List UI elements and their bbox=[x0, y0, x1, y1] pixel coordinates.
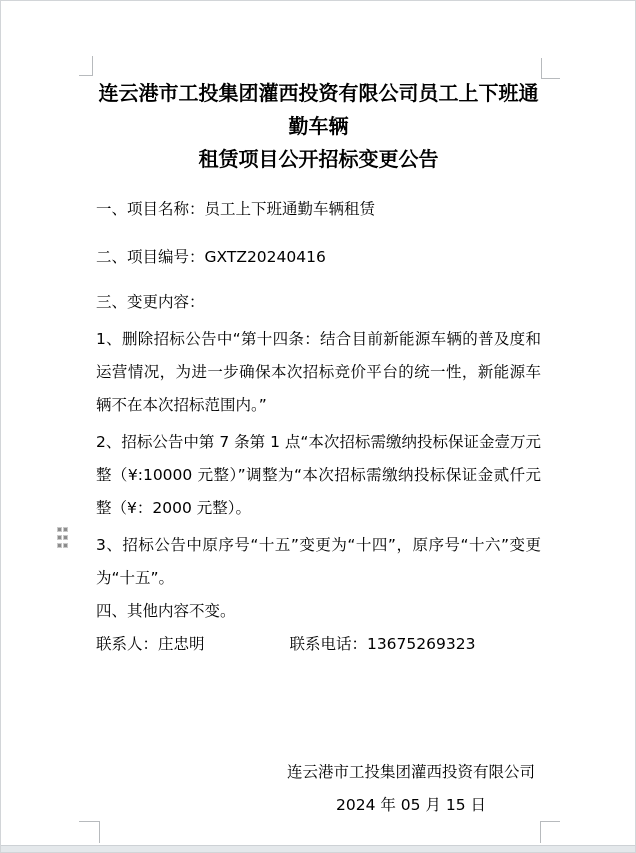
contact-line bbox=[96, 628, 541, 661]
other-content-line: 四、其他内容不变。 bbox=[96, 602, 236, 620]
drag-handle-dots-icon[interactable] bbox=[58, 528, 67, 547]
change-content-heading: 三、变更内容： bbox=[96, 293, 205, 311]
contact-phone: 联系电话：13675269323 bbox=[289, 635, 476, 653]
change-item-3: 3、招标公告中原序号“十五”变更为“十四”，原序号“十六”变更为“十五”。 bbox=[96, 536, 541, 587]
document-title-line-2: 租赁项目公开招标变更公告 bbox=[198, 147, 439, 171]
crop-mark-top-right-icon bbox=[541, 58, 560, 79]
window-bottom-edge bbox=[1, 845, 635, 852]
signature-date: 2024 年 05 月 15 日 bbox=[335, 796, 487, 814]
document-title-line-1: 连云港市工投集团灌西投资有限公司员工上下班通勤车辆 bbox=[98, 81, 539, 138]
crop-mark-top-left-icon bbox=[79, 56, 93, 76]
document-title bbox=[96, 77, 541, 176]
project-name-line: 一、项目名称：员工上下班通勤车辆租赁 bbox=[96, 200, 376, 218]
crop-mark-bottom-right-icon bbox=[540, 821, 560, 843]
contact-person: 联系人：庄忠明 bbox=[96, 635, 205, 653]
document-content bbox=[96, 77, 541, 822]
signature-block bbox=[281, 756, 541, 822]
project-number-line: 二、项目编号：GXTZ20240416 bbox=[96, 248, 326, 266]
change-item-2: 2、招标公告中第 7 条第 1 点“本次招标需缴纳投标保证金壹万元整（¥:10000 元整）”调整为“本次招标需缴纳投标保证金贰仟元整（¥：2000 元整）。 bbox=[96, 433, 541, 517]
signature-company: 连云港市工投集团灌西投资有限公司 bbox=[286, 763, 535, 781]
crop-mark-bottom-left-icon bbox=[79, 821, 100, 843]
change-item-1: 1、删除招标公告中“第十四条：结合目前新能源车辆的普及度和运营情况，为进一步确保本次招标竞价平台的统一性，新能源车辆不在本次招标范围内。” bbox=[96, 330, 541, 414]
